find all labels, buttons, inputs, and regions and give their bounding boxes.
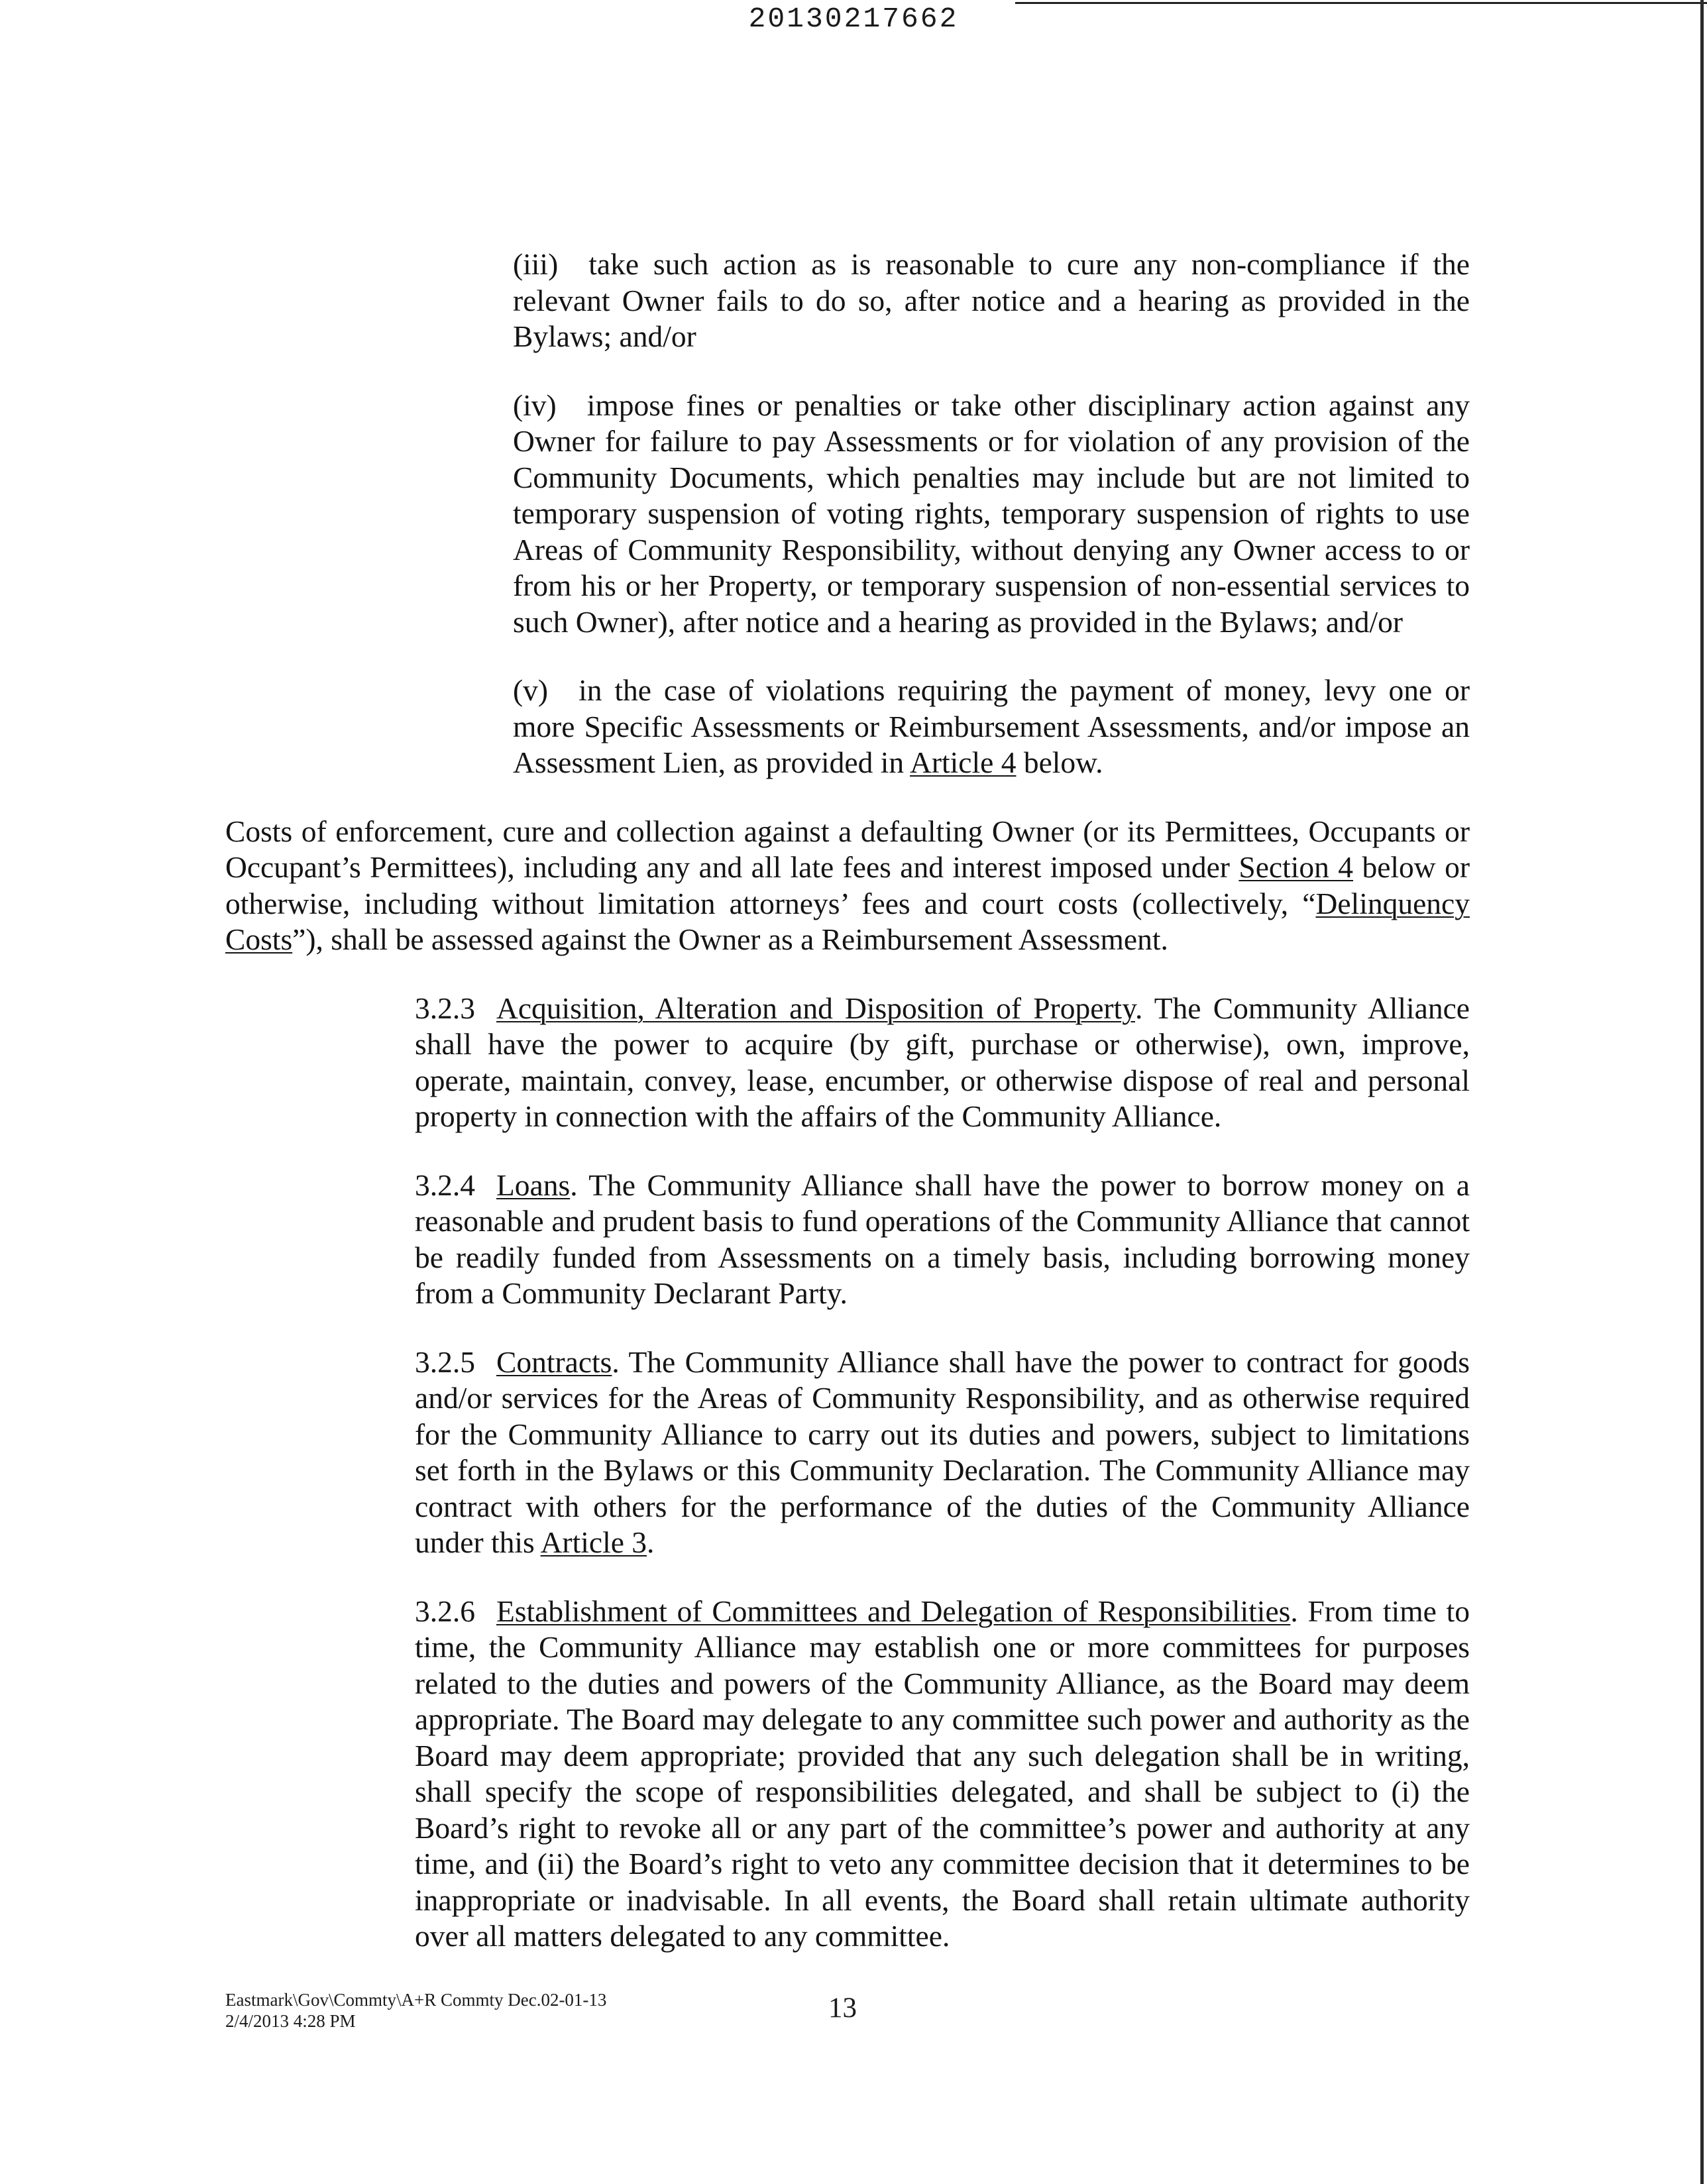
section-text: . From time to time, the Community Alliance may establish one or more committees for purposes related to the duties and powers of the Community Alliance, as the Board may deem appropriate. The Board may delegate to any committee such power and authority as the Board may deem appropriate; provided that any such delegation shall be in writing, shall specify the scope of responsibilities delegated, and shall be subject to (i) the Board’s right to revoke all or any part of the committee’s power and authority at any time, and (ii) the Board’s right to veto any committee decision that it determines to be inappropriate or inadvisable. In all events, the Board shall retain ultimate authority over all matters delegated to any committee.	[415, 1594, 1470, 1953]
footer-file-path: Eastmark\Gov\Commty\A+R Commty Dec.02-01-13	[225, 1990, 607, 2010]
paragraph-text: Costs of enforcement, cure and collection against a defaulting Owner (or its Permittees, Occupants or Occupant’s Permittees), including any and all late fees and interest imposed under	[225, 814, 1470, 884]
document-body	[225, 246, 1470, 1955]
clause-marker: (iv)	[513, 388, 557, 422]
section-number: 3.2.5	[415, 1344, 475, 1379]
clause-text-end: below.	[1016, 745, 1103, 779]
paragraph-text: ”), shall be assessed against the Owner as a Reimbursement Assessment.	[292, 922, 1168, 956]
section-3-2-5	[225, 1344, 1470, 1561]
clause-text: in the case of violations requiring the payment of money, levy one or more Specific Assessments or Reimbursement Assessments, and/or impose an Assessment Lien, as provided in	[513, 673, 1470, 779]
paragraph-text: below or otherwise, including without limitation attorneys’ fees and court costs (collectively, “	[225, 850, 1470, 920]
section-text-end: .	[647, 1525, 655, 1559]
clause-iii	[225, 246, 1470, 355]
section-heading: Contracts	[496, 1344, 612, 1379]
section-number: 3.2.4	[415, 1168, 475, 1202]
article-4-reference: Article 4	[910, 745, 1017, 779]
clause-text: impose fines or penalties or take other disciplinary action against any Owner for failure to pay Assessments or for violation of any provision of the Community Documents, which penalties may include but are not limited to temporary suspension of voting rights, temporary suspension of rights to use Areas of Community Responsibility, without denying any Owner access to or from his or her Property, or temporary suspension of non-essential services to such Owner), after notice and a hearing as provided in the Bylaws; and/or	[513, 388, 1470, 639]
clause-text: take such action as is reasonable to cure any non-compliance if the relevant Owner fails to do so, after notice and a hearing as provided in the Bylaws; and/or	[513, 247, 1470, 353]
right-edge-border	[1700, 0, 1704, 2184]
section-number: 3.2.3	[415, 991, 475, 1025]
footer-datetime: 2/4/2013 4:28 PM	[225, 2011, 356, 2031]
section-text: . The Community Alliance shall have the power to borrow money on a reasonable and prudent basis to fund operations of the Community Alliance that cannot be readily funded from Assessments on a timely basis, including borrowing money from a Community Declarant Party.	[415, 1168, 1470, 1310]
footer-file-info	[225, 1989, 606, 2032]
clause-marker: (iii)	[513, 247, 559, 281]
section-heading: Establishment of Committees and Delegation of Responsibilities	[496, 1594, 1291, 1628]
section-4-reference: Section 4	[1239, 850, 1354, 884]
section-number: 3.2.6	[415, 1594, 475, 1628]
delinquency-costs-paragraph	[225, 814, 1470, 958]
recording-number: 20130217662	[748, 3, 959, 35]
article-3-reference: Article 3	[540, 1525, 647, 1559]
clause-iv	[225, 388, 1470, 641]
section-text: . The Community Alliance shall have the power to acquire (by gift, purchase or otherwise), own, improve, operate, maintain, convey, lease, encumber, or otherwise dispose of real and personal property in connection with the affairs of the Community Alliance.	[415, 991, 1470, 1133]
section-text: . The Community Alliance shall have the power to contract for goods and/or services for the Areas of Community Responsibility, and as otherwise required for the Community Alliance to carry out its duties and powers, subject to limitations set forth in the Bylaws or this Community Declaration. The Community Alliance may contract with others for the performance of the duties of the Community Alliance under this	[415, 1344, 1470, 1559]
section-heading: Loans	[496, 1168, 571, 1202]
section-3-2-4	[225, 1168, 1470, 1312]
clause-v	[225, 673, 1470, 781]
section-3-2-6	[225, 1594, 1470, 1955]
delinquency-costs-term: Delinquency Costs	[225, 886, 1470, 956]
section-heading: Acquisition, Alteration and Disposition of Property	[496, 991, 1135, 1025]
section-3-2-3	[225, 991, 1470, 1135]
clause-marker: (v)	[513, 673, 549, 707]
top-edge-line	[1015, 2, 1707, 4]
page-number: 13	[828, 1993, 857, 2024]
